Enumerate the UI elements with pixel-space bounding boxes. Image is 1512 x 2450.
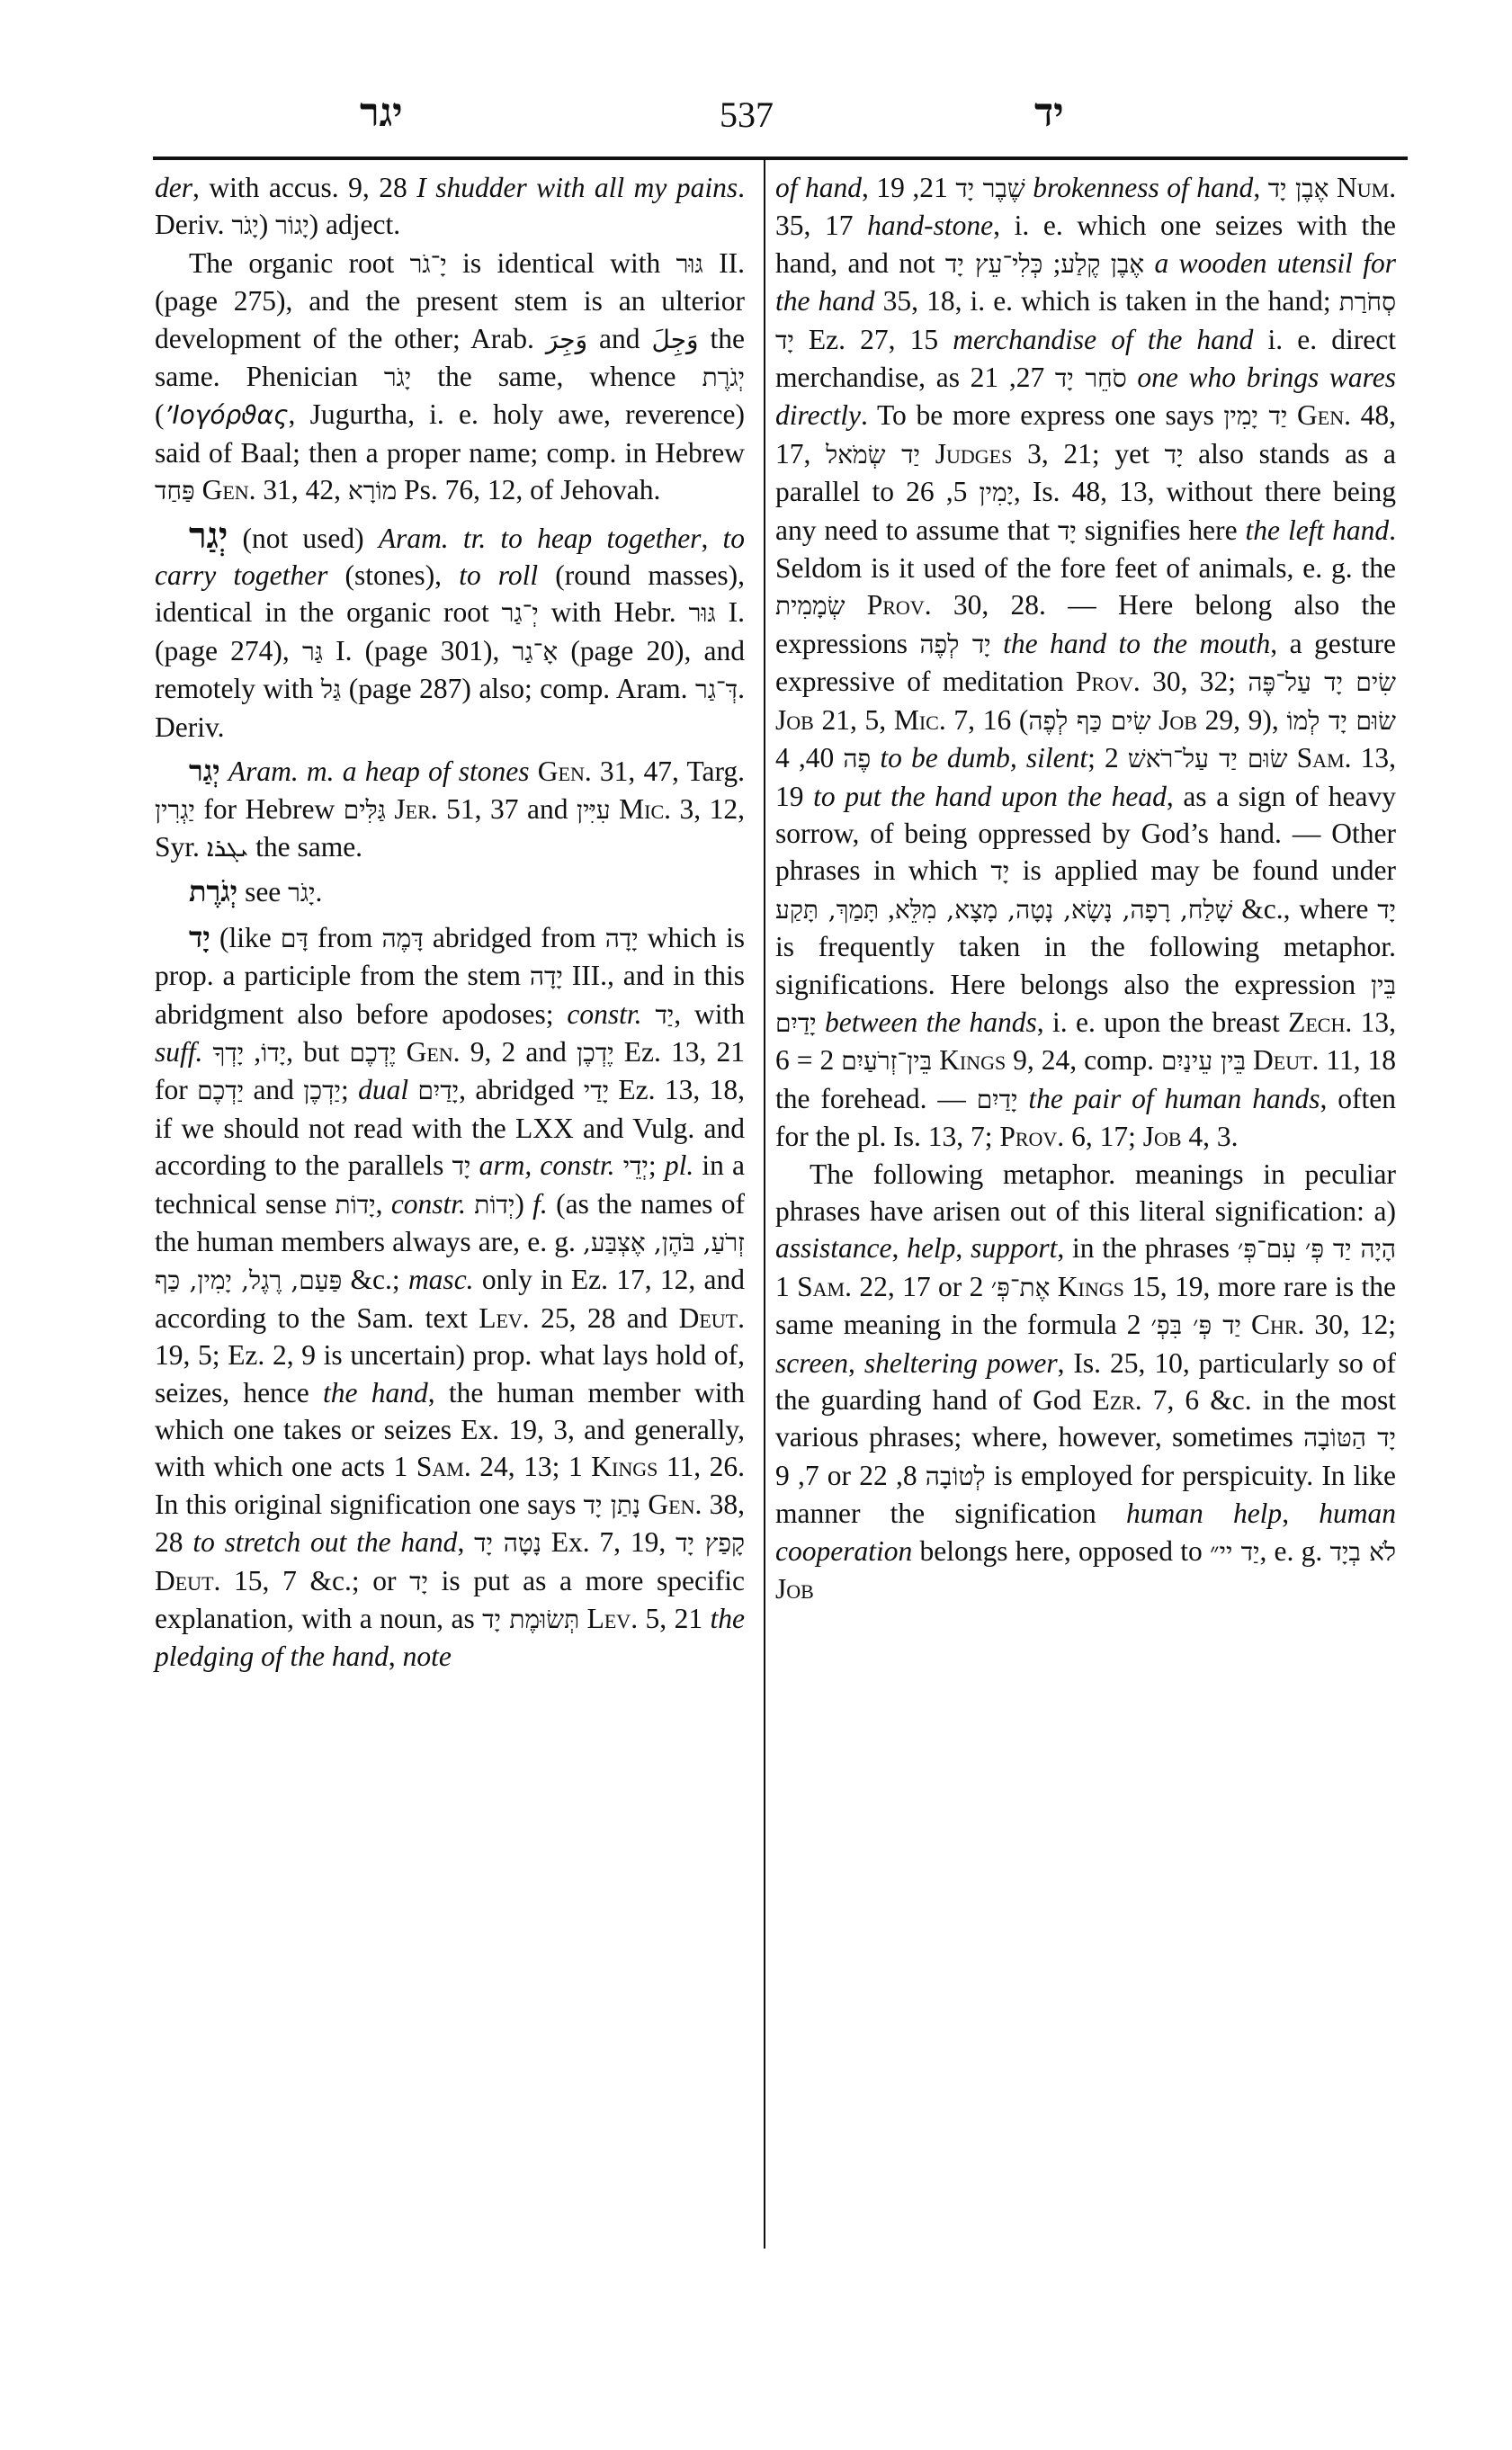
entry-headword: יְגַר [189, 754, 220, 789]
left-column [155, 169, 745, 1676]
entry-headword: יְגַר [189, 514, 228, 557]
paragraph-organic-root: The organic root יָ־גֹר is identical with גּוּר II. (page 275), and the present stem is an ulterior development of the other; Arab. وَجِرَ and وَجِلَ the same. Phenician יָגֹר the same, whence יְגֹרֶת (’Ιογόρϑας, Jugurtha, i. e. holy awe, reverence) said of Baal; then a proper name; comp. in Hebrew פַּחַד Gen. 31, 42, מוֹרָא Ps. 76, 12, of Jehovah. [155, 246, 746, 506]
hebrew-word: יָגוֹר [275, 210, 309, 241]
hebrew-word: יָגֹר [231, 210, 259, 241]
paragraph-metaphor-meanings: The following metaphor. meanings in peculiar phrases have arisen out of this literal signification: a) assistance, help, support, in the phrases הָיָה יַד פְּ׳ עִם־פְּ׳ 1 Sam. 22, 17 or אֶת־פְּ׳ 2 Kings 15, 19, more rare is the same meaning in the formula יַד פְּ׳ בִּפְ׳ 2 Chr. 30, 12; screen, sheltering power, Is. 25, 10, particularly so of the guarding hand of God Ezr. 7, 6 &c. in the most various phrases; where, however, sometimes יָד הַטּוֹבָה 7, 9 or לְטוֹבָה 8, 22 is employed for perspicuity. In like manner the signification human help, human cooperation belongs here, opposed to יַד יי״, e. g. לֹא בְיָד Job [775, 1158, 1397, 1605]
continuation-paragraph: of hand, שֶׁבֶר יָד 21, 19 brokenness of hand, אֶבֶן יָד Num. 35, 17 hand-stone, i. e. which one seizes with the hand, and not אֶבֶן קֶלַע; כְּלִי־עֵץ יָד a wooden utensil for the hand 35, 18, i. e. which is taken in the hand; סְחֹרַת יָד Ez. 27, 15 merchandise of the hand i. e. direct merchandise, as סֹחֵר יָד 27, 21 one who brings wares directly. To be more express one says יַד יָמִין Gen. 48, 17, יַד שְׂמֹאל Judges 3, 21; yet יָד also stands as a parallel to יָמִין 5, 26, Is. 48, 13, without there being any need to assume that יָד signifies here the left hand. Seldom is it used of the fore feet of animals, e. g. the שְׂמָמִית Prov. 30, 28. — Here belong also the expressions יָד לְפֶה the hand to the mouth, a gesture expressive of meditation Prov. 30, 32; שִׂים יָד עַל־פֶּה Job 21, 5, Mic. 7, 16 (שִׂים כַּף לְפֶה Job 29, 9), שׂוּם יָד לְמוֹ פֶה 40, 4 to be dumb, silent; שׂוּם יַד עַל־רֹאשׁ 2 Sam. 13, 19 to put the hand upon the head, as a sign of heavy sorrow, of being oppressed by God’s hand. — Other phrases in which יָד is applied may be found under שָׁלַח, רָפָה, נָשָׂא, נָטָה, מָצָא, מִלֵּא, תָּמַךְ, תָּקַע &c., where יָד is frequently taken in the following metaphor. significations. Here belongs also the expression בֵּין יָדַיִם between the hands, i. e. upon the breast Zech. 13, 6 = בֵּין־זְרֹעַיִם 2 Kings 9, 24, comp. בֵּין עֵינַיִם Deut. 11, 18 the forehead. — יָדַיִם the pair of human hands, often for the pl. Is. 13, 7; Prov. 6, 17; Job 4, 3. [775, 172, 1397, 1153]
column-divider [764, 157, 765, 2249]
syriac-word: ܝܓܪܐ [206, 832, 249, 863]
continuation-paragraph: der, with accus. 9, 28 I shudder with all my pains. Deriv. יָגוֹר (יָגֹר ) adject. [155, 172, 745, 241]
page-number: 537 [720, 94, 774, 135]
page-header [153, 90, 1408, 153]
header-rule [153, 156, 1408, 160]
entry-headword: יְגֹרֶת [189, 874, 238, 909]
entry-yegar-noun: יְגַר Aram. m. a heap of stones Gen. 31, 47, Targ. יַגְרִין for Hebrew גַּלִּים Jer. 51, 37 and עִיִּין Mic. 3, 12, Syr. ܝܓܪܐ the same. [155, 754, 746, 863]
left-running-headword: יגר [360, 90, 403, 136]
arabic-word: وَجِرَ [545, 324, 588, 354]
entry-yegar-verb: יְגַר (not used) Aram. tr. to heap together, to carry together (stones), to roll (round masses), identical in the organic root יְ־גַר with Hebr. גּוּר I. (page 274), גַּר I. (page 301), אָ־גַר (page 20), and remotely with גַּל (page 287) also; comp. Aram. דְּ־גַר. Deriv. [155, 514, 746, 743]
entry-headword: יָד [189, 919, 210, 954]
right-running-headword: יד [1034, 90, 1064, 136]
entry-yegoret: יְגֹרֶת see יָגֹר. [189, 874, 323, 909]
greek-word: ’Ιογόρϑας [164, 400, 289, 431]
right-column [775, 169, 1396, 1607]
entry-yad: יָד (like דָּם from דָּמֶה abridged from יָדָה which is prop. a participle from the stem יָדָה III., and in this abridgment also before apodoses; constr. יַד, with suff. יָדוֹ, יָדְךָ , but יֶדְכֶם Gen. 9, 2 and יֶדְכֶן Ez. 13, 21 for יַדְכֶם and יַדְכֶן; dual יָדַיִם, abridged יָדַי Ez. 13, 18, if we should not read with the LXX and Vulg. and according to the parallels יָד arm, constr. יְדֵי; pl. in a technical sense יָדוֹת, constr. יְדוֹת) f. (as the names of the human members always are, e. g. זְרֹעַ, בֹּהֶן, אֶצְבַּע, פַּעַם, רֶגֶל, יָמִין, כַּף &c.; masc. only in Ez. 17, 12, and according to the Sam. text Lev. 25, 28 and Deut. 19, 5; Ez. 2, 9 is uncertain) prop. what lays hold of, seizes, hence the hand, the human member with which one takes or seizes Ex. 19, 3, and generally, with which one acts 1 Sam. 24, 13; 1 Kings 11, 26. In this original signification one says נָתַן יָד Gen. 38, 28 to stretch out the hand, נָטָה יָד Ex. 7, 19, קָפַץ יָד Deut. 15, 7 &c.; or יָד is put as a more specific explanation, with a noun, as תְּשׂוּמֶת יָד Lev. 5, 21 the pledging of the hand, note [155, 919, 746, 1673]
arabic-word: وَجِلَ [651, 324, 699, 354]
